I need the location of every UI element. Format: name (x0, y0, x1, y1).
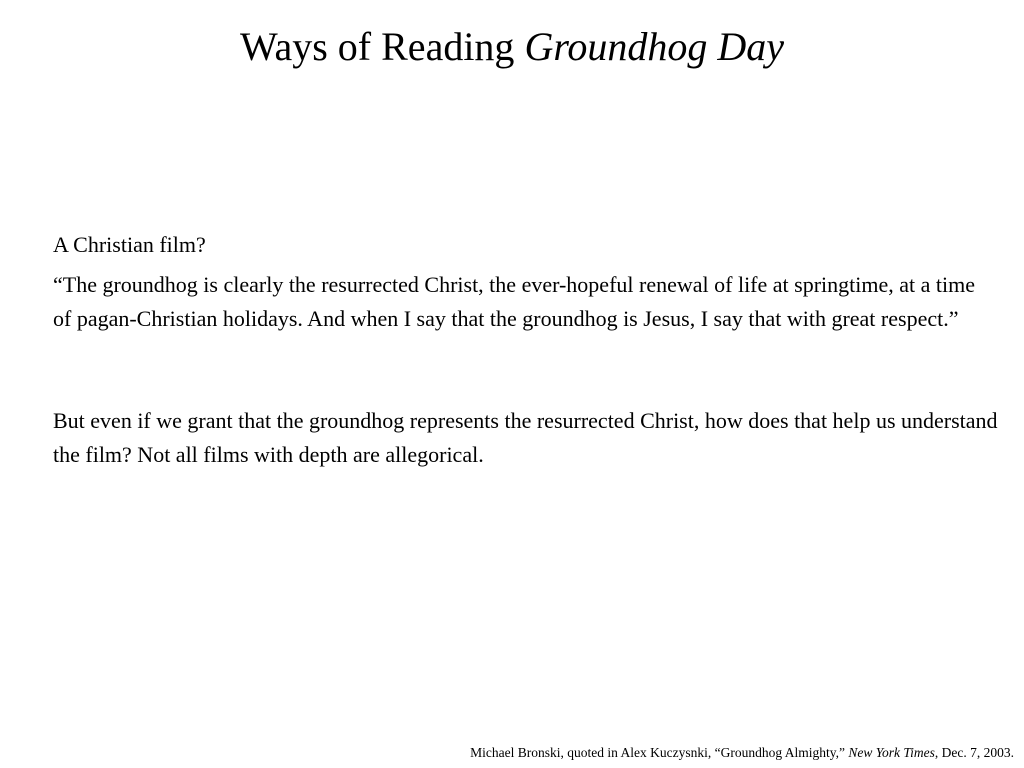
question-text: A Christian film? (53, 232, 206, 257)
citation-publication: New York Times (848, 745, 935, 760)
quote-text: “The groundhog is clearly the resurrected Christ, the ever-hopeful renewal of life at springtime, at a time of pagan-Christian holidays. And when I say that the groundhog is Jesus, I say that with great respect.” (53, 272, 975, 331)
citation-footnote (470, 743, 1014, 763)
slide-body (53, 228, 998, 472)
commentary-text: But even if we grant that the groundhog represents the resurrected Christ, how does that help us understand the film? Not all films with depth are allegorical. (53, 408, 998, 467)
citation-prefix: Michael Bronski, quoted in Alex Kuczysnki, “Groundhog Almighty,” (470, 745, 849, 760)
slide-title (0, 22, 1024, 72)
title-film-name: Groundhog Day (524, 24, 785, 69)
title-text: Ways of Reading (239, 24, 525, 69)
citation-suffix: , Dec. 7, 2003. (934, 745, 1014, 760)
paragraph-spacer (53, 336, 998, 404)
